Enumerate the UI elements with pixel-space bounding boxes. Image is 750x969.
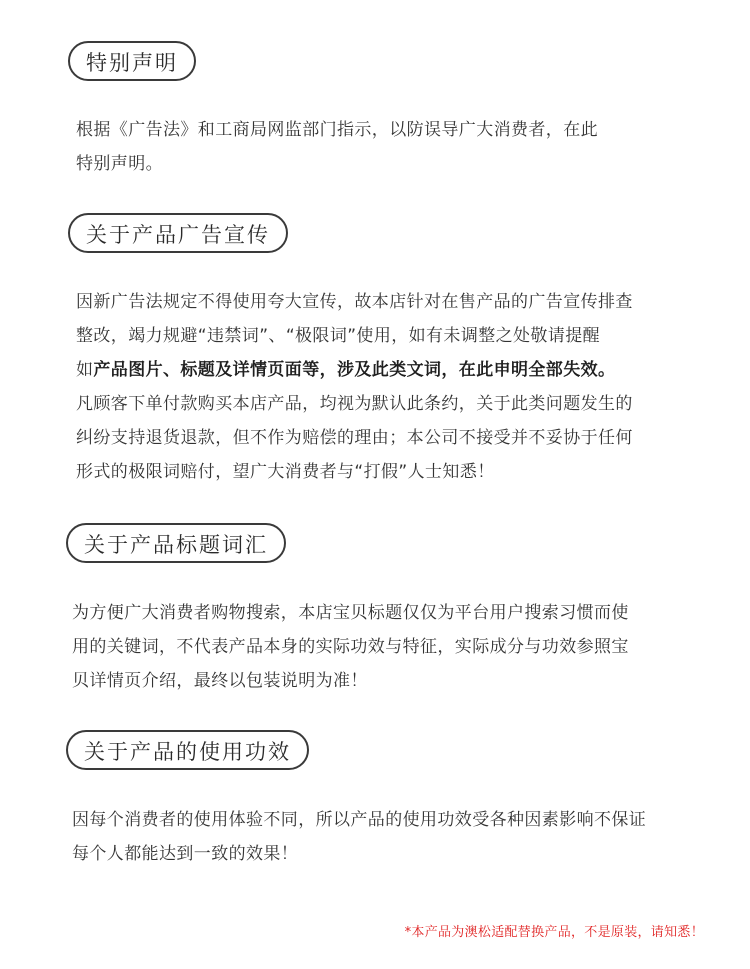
body-line: 凡顾客下单付款购买本店产品，均视为默认此条约，关于此类问题发生的 xyxy=(76,394,633,414)
section-body-title-keywords xyxy=(72,596,629,698)
body-line: 特别声明。 xyxy=(76,154,163,174)
replacement-product-notice: *本产品为澳松适配替换产品，不是原装，请知悉！ xyxy=(404,925,704,940)
section-body-usage-effects xyxy=(72,803,646,871)
body-line-prefix: 如 xyxy=(76,360,94,380)
section-heading-special-statement: 特别声明 xyxy=(68,41,196,81)
body-line: 因每个消费者的使用体验不同，所以产品的使用功效受各种因素影响不保证 xyxy=(72,810,647,830)
section-body-special-statement xyxy=(76,113,598,181)
body-line: 贝详情页介绍，最终以包装说明为准！ xyxy=(72,671,368,691)
body-line xyxy=(76,353,633,387)
body-line: 形式的极限词赔付，望广大消费者与“打假”人士知悉！ xyxy=(76,462,495,482)
body-line: 整改，竭力规避“违禁词”、“极限词”使用，如有未调整之处敬请提醒 xyxy=(76,326,601,346)
body-line: 根据《广告法》和工商局网监部门指示，以防误导广大消费者，在此 xyxy=(76,120,598,140)
body-line: 纠纷支持退货退款，但不作为赔偿的理由；本公司不接受并不妥协于任何 xyxy=(76,428,633,448)
section-heading-usage-effects: 关于产品的使用功效 xyxy=(66,730,309,770)
body-line: 用的关键词，不代表产品本身的实际功效与特征，实际成分与功效参照宝 xyxy=(72,637,629,657)
body-line: 为方便广大消费者购物搜索，本店宝贝标题仅仅为平台用户搜索习惯而使 xyxy=(72,603,629,623)
body-line: 每个人都能达到一致的效果！ xyxy=(72,844,299,864)
body-line: 因新广告法规定不得使用夸大宣传，故本店针对在售产品的广告宣传排查 xyxy=(76,292,633,312)
section-body-ad-promotion xyxy=(76,285,633,489)
invalid-content-statement: 产品图片、标题及详情页面等，涉及此类文词，在此申明全部失效。 xyxy=(93,360,616,380)
section-heading-ad-promotion: 关于产品广告宣传 xyxy=(68,213,288,253)
section-heading-title-keywords: 关于产品标题词汇 xyxy=(66,523,286,563)
